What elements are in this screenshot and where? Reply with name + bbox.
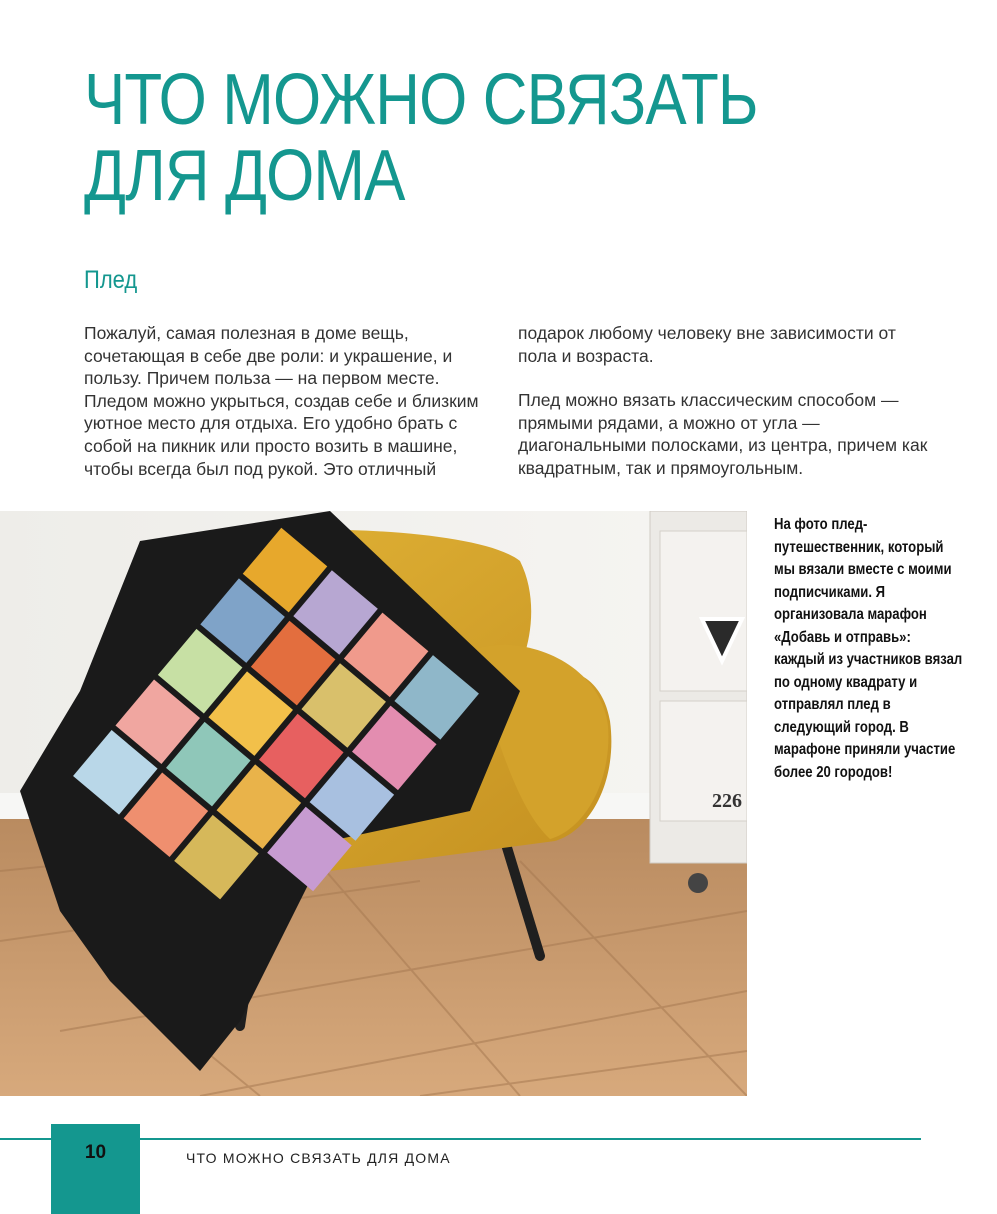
page-title [84, 62, 758, 214]
page-title-line-1: ЧТО МОЖНО СВЯЗАТЬ [84, 60, 758, 140]
white-cabinet [650, 511, 747, 893]
body-paragraph-2: подарок любому человеку вне зависимости от пола и возраста. [518, 323, 896, 366]
body-column-right [518, 322, 928, 480]
blanket-photo [0, 511, 747, 1096]
body-paragraph-3: Плед можно вязать классическим способом — прямыми рядами, а можно от угла — диагональными полосками, из центра, причем как квадратным, так и прямоугольным. [518, 390, 928, 478]
box-number: 226 [712, 790, 742, 812]
page-number: 10 [51, 1124, 140, 1214]
running-head: ЧТО МОЖНО СВЯЗАТЬ ДЛЯ ДОМА [186, 1150, 451, 1166]
photo-caption: На фото плед-путешественник, который мы вязали вместе с моими подписчиками. Я организовала марафон «Добавь и отправь»: каждый из участников вязал по одному квадрату и отправлял плед в следующий город. В марафоне приняли участие более 20 городов! [774, 516, 963, 781]
body-column-left [84, 322, 484, 480]
body-paragraph-1: Пожалуй, самая полезная в доме вещь, сочетающая в себе две роли: и украшение, и пользу. Причем польза — на первом месте. Пледом можно укрыться, создав себе и близким уютное место для отдыха. Его удобно брать с собой на пикник или просто возить в машине, чтобы всегда был под рукой. Это отличный [84, 323, 479, 479]
section-heading: Плед [84, 266, 138, 294]
page-title-line-2: ДЛЯ ДОМА [84, 136, 405, 216]
